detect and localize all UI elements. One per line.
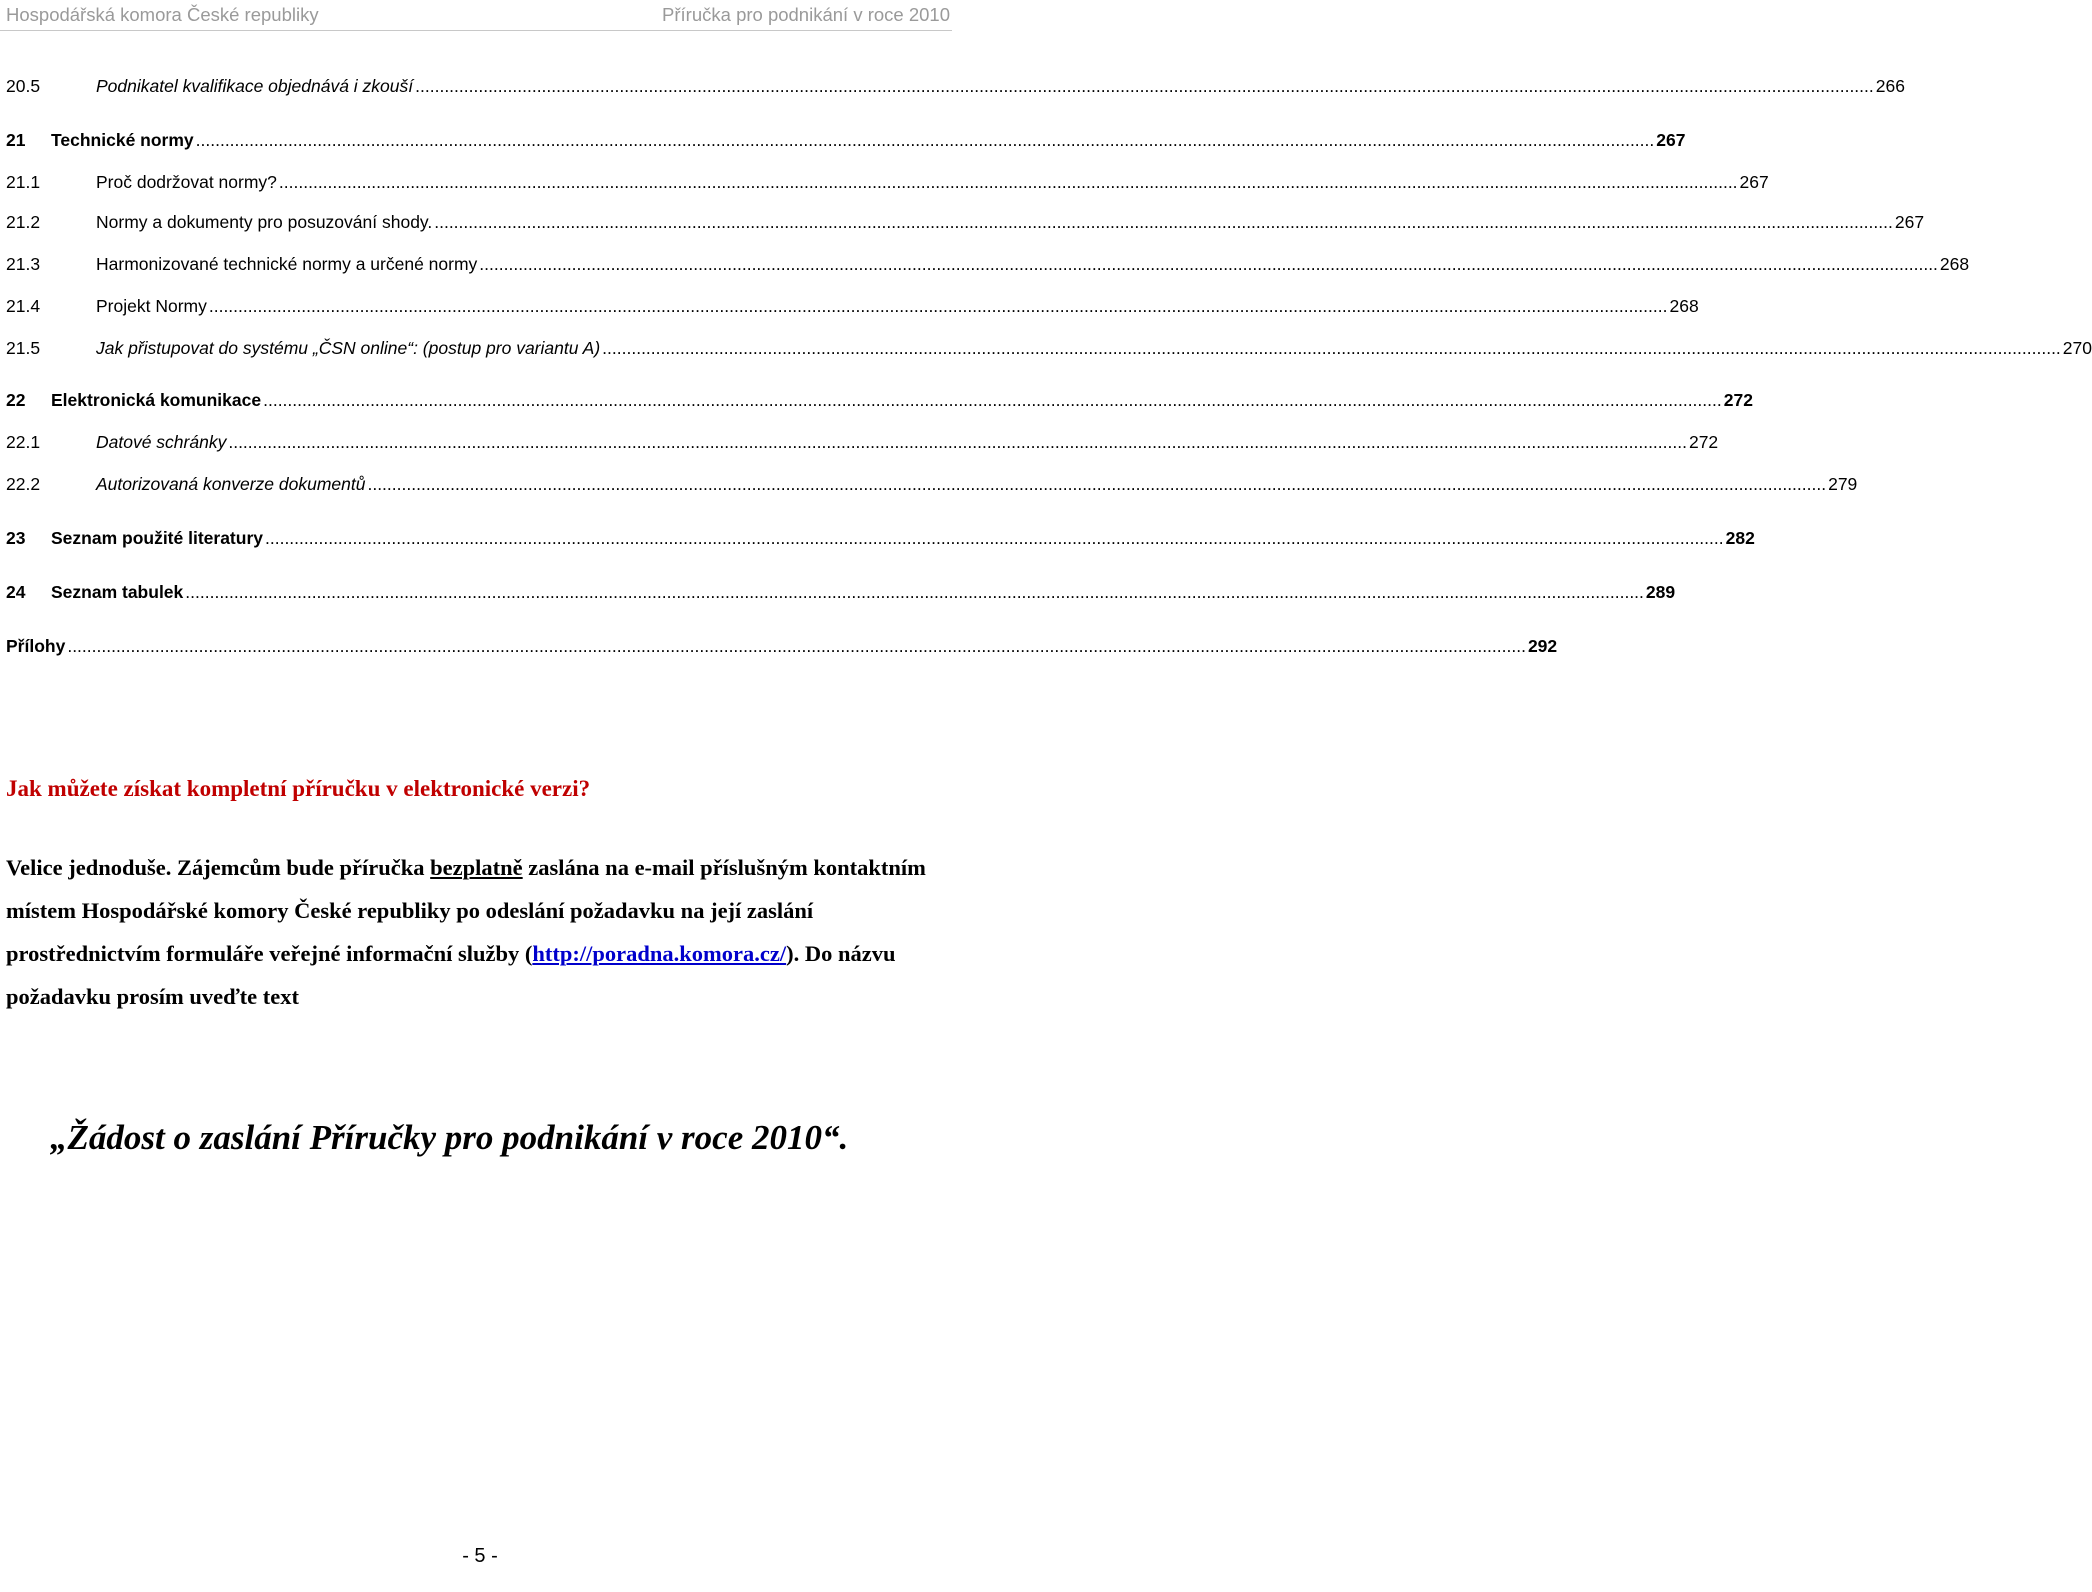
toc-entry[interactable] [6, 76, 1905, 100]
toc-entry-page: 279 [1828, 474, 1858, 494]
section-heading: Jak můžete získat kompletní příručku v elektronické verzi? [6, 776, 591, 801]
toc-entry-title: Datové schránky [96, 432, 227, 452]
toc-entry[interactable] [6, 130, 1686, 154]
toc-entry-title: Podnikatel kvalifikace objednává i zkouší [96, 76, 414, 96]
toc-dot-leader: ............................................................................................................................................................................................................................................................................................................ [367, 474, 1827, 494]
toc-entry[interactable] [6, 582, 1676, 606]
toc-entry[interactable] [6, 212, 1925, 236]
toc-entry[interactable] [6, 172, 1769, 196]
toc-entry-title: Seznam použité literatury [51, 528, 263, 548]
toc-entry-page: 267 [1739, 172, 1769, 192]
toc-dot-leader: ............................................................................................................................................................................................................................................................................................................ [263, 390, 1722, 410]
toc-entry-title: Jak přistupovat do systému „ČSN online“: (postup pro variantu A) [96, 338, 601, 358]
page-number: - 5 - [462, 1545, 498, 1567]
toc-entry-title: Technické normy [51, 130, 194, 150]
toc-entry-page: 268 [1669, 296, 1699, 316]
paragraph-text-2: zaslána na e-mail příslušným kontaktním místem Hospodářské komory České republiky po odeslání požadavku na její zaslání prostřednictvím formuláře veřejné informační služby ( [6, 855, 926, 966]
toc-entry-title: Harmonizované technické normy a určené normy [96, 254, 478, 274]
instructions-paragraph [6, 846, 926, 1018]
toc-entry-page: 272 [1723, 390, 1753, 410]
toc-dot-leader: ............................................................................................................................................................................................................................................................................................................ [67, 636, 1526, 656]
toc-entry-title: Proč dodržovat normy? [96, 172, 277, 192]
toc-entry[interactable] [6, 338, 2092, 362]
toc-dot-leader: ............................................................................................................................................................................................................................................................................................................ [415, 76, 1874, 96]
toc-dot-leader: ............................................................................................................................................................................................................................................................................................................ [265, 528, 1724, 548]
toc-entry-number: 21.3 [6, 254, 41, 274]
toc-entry-page: 289 [1645, 582, 1676, 602]
underlined-word: bezplatně [430, 855, 523, 880]
toc-entry-title: Projekt Normy [96, 296, 207, 316]
toc-entry-number: 24 [6, 582, 26, 602]
toc-dot-leader: ............................................................................................................................................................................................................................................................................................................ [479, 254, 1938, 274]
toc-entry-page: 292 [1527, 636, 1558, 656]
toc-dot-leader: ............................................................................................................................................................................................................................................................................................................ [208, 296, 1668, 316]
toc-entry-title: Elektronická komunikace [51, 390, 262, 410]
toc-entry-page: 267 [1656, 130, 1686, 150]
paragraph-text-3: ). Do názvu požadavku prosím uveďte text [6, 941, 896, 1009]
toc-entry-number: 22 [6, 390, 26, 410]
toc-entry-number: 21.4 [6, 296, 41, 316]
toc-entry-page: 268 [1939, 254, 1970, 274]
toc-entry-page: 270 [2062, 338, 2092, 358]
toc-entry-page: 272 [1688, 432, 1719, 452]
toc-entry[interactable] [6, 636, 1558, 660]
toc-entry-number: 22.1 [6, 432, 41, 452]
toc-entry-number: 20.5 [6, 76, 41, 96]
toc-entry[interactable] [6, 390, 1753, 414]
toc-entry-number: 23 [6, 528, 26, 548]
toc-entry-page: 282 [1725, 528, 1755, 548]
header-document-title: Příručka pro podnikání v roce 2010 [662, 4, 950, 25]
poradna-link[interactable]: http://poradna.komora.cz/ [532, 941, 787, 966]
page-header [0, 0, 952, 31]
toc-entry[interactable] [6, 474, 1858, 498]
request-title-text: „Žádost o zaslání Příručky pro podnikání v roce 2010“. [50, 1118, 849, 1157]
toc-entry-number: 21.2 [6, 212, 41, 232]
toc-dot-leader: ............................................................................................................................................................................................................................................................................................................ [602, 338, 2061, 358]
toc-entry-page: 267 [1894, 212, 1925, 232]
paragraph-text-1: Velice jednoduše. Zájemcům bude příručka [6, 855, 431, 880]
toc-entry[interactable] [6, 432, 1719, 456]
toc-entry-number: 21 [6, 130, 26, 150]
toc-entry-number: 22.2 [6, 474, 41, 494]
toc-entry-title: Autorizovaná konverze dokumentů [96, 474, 366, 494]
toc-dot-leader: ............................................................................................................................................................................................................................................................................................................ [434, 212, 1893, 232]
toc-entry[interactable] [6, 296, 1699, 320]
toc-entry-title: Seznam tabulek [51, 582, 184, 602]
toc-dot-leader: ............................................................................................................................................................................................................................................................................................................ [278, 172, 1738, 192]
toc-dot-leader: ............................................................................................................................................................................................................................................................................................................ [195, 130, 1655, 150]
toc-dot-leader: ............................................................................................................................................................................................................................................................................................................ [185, 582, 1644, 602]
toc-entry-title: Normy a dokumenty pro posuzování shody. [96, 212, 433, 232]
header-organization: Hospodářská komora České republiky [6, 4, 319, 25]
toc-entry[interactable] [6, 254, 1970, 278]
toc-entry-title: Přílohy [6, 636, 66, 656]
toc-entry-number: 21.1 [6, 172, 41, 192]
toc-entry-page: 266 [1875, 76, 1905, 96]
toc-dot-leader: ............................................................................................................................................................................................................................................................................................................ [228, 432, 1687, 452]
toc-entry-number: 21.5 [6, 338, 41, 358]
toc-entry[interactable] [6, 528, 1755, 552]
